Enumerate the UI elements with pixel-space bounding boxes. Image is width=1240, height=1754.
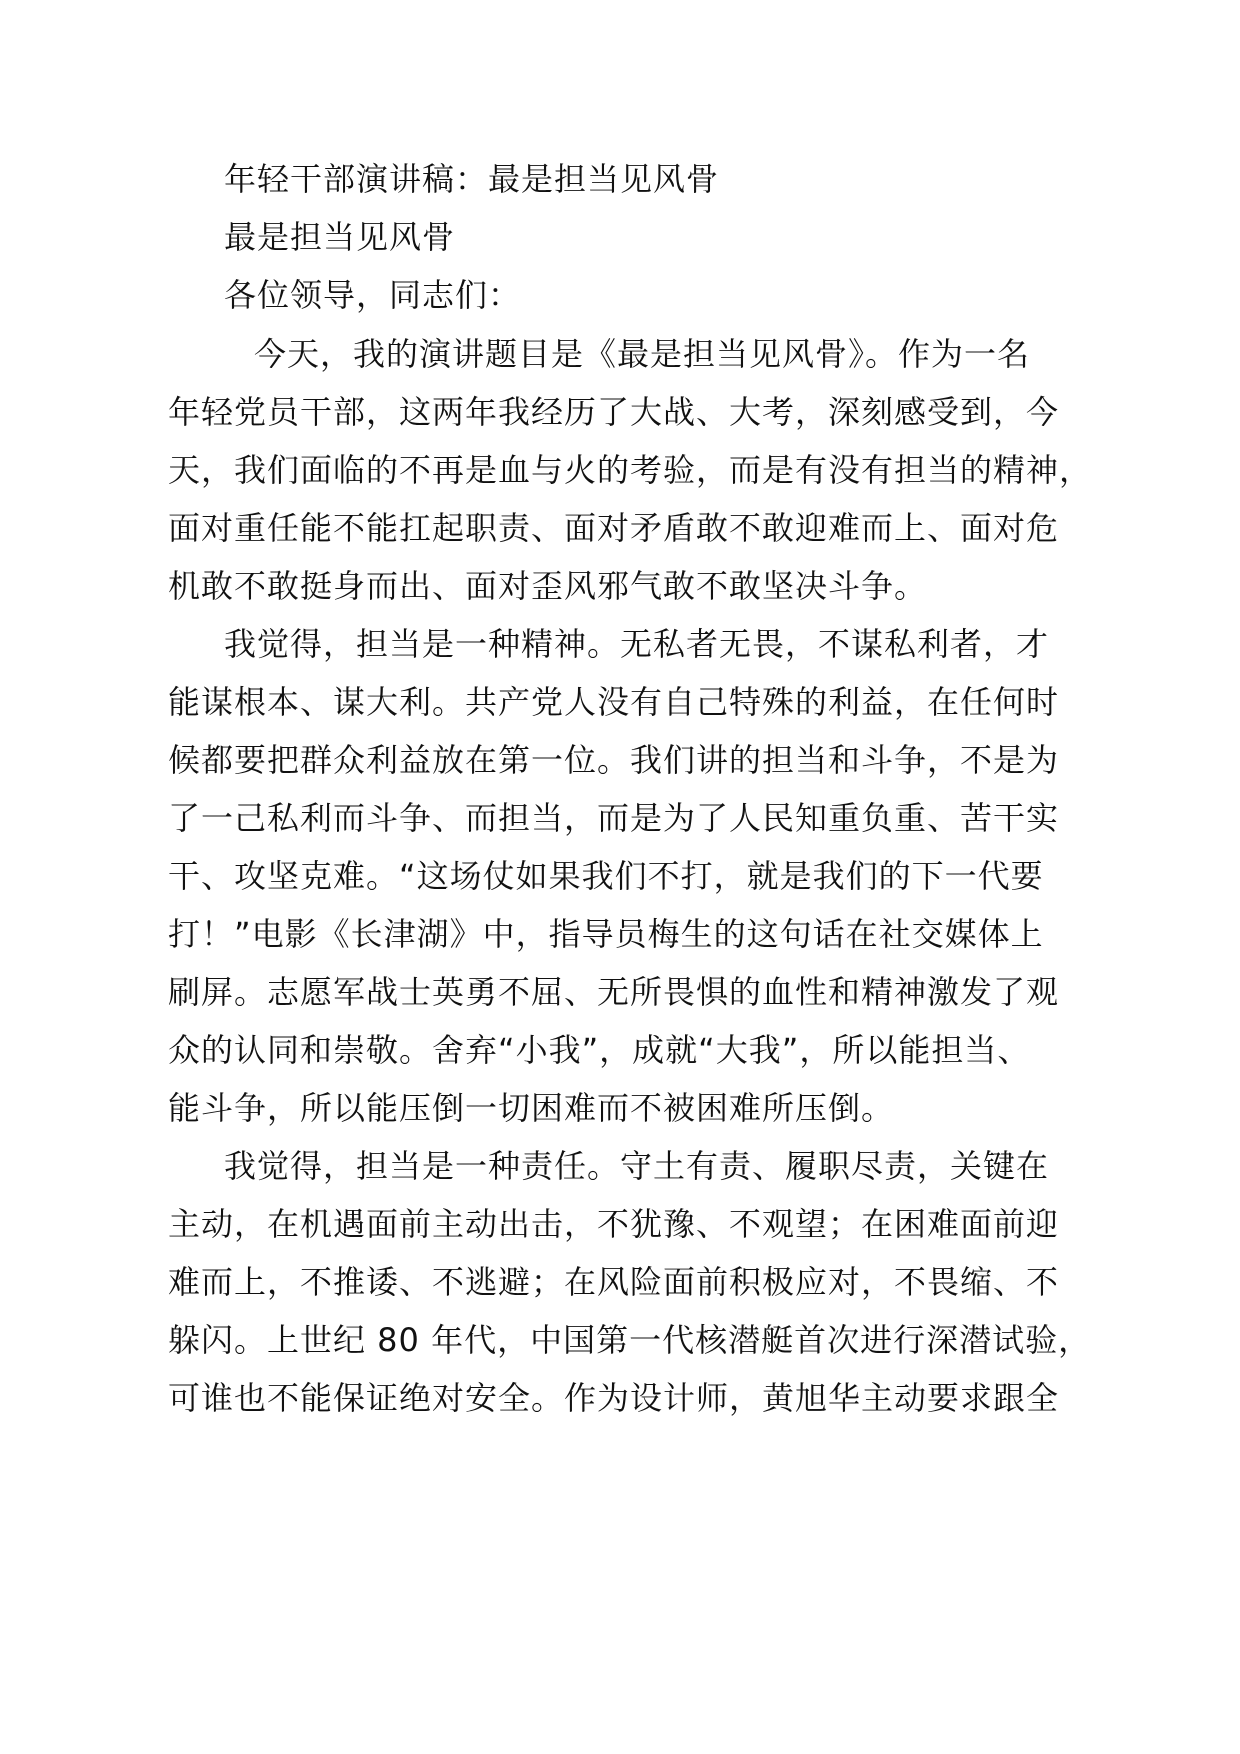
- paragraph-line: 候都要把群众利益放在第一位。我们讲的担当和斗争，不是为: [168, 741, 1060, 779]
- paragraph-line: 能谋根本、谋大利。共产党人没有自己特殊的利益，在任何时: [168, 683, 1060, 721]
- paragraph-line: 了一己私利而斗争、而担当，而是为了人民知重负重、苦干实: [168, 799, 1060, 837]
- paragraph-line: 能斗争，所以能压倒一切困难而不被困难所压倒。: [168, 1089, 895, 1127]
- paragraph-line: 主动，在机遇面前主动出击，不犹豫、不观望；在困难面前迎: [168, 1205, 1060, 1243]
- paragraph-line: 可谁也不能保证绝对安全。作为设计师，黄旭华主动要求跟全: [168, 1379, 1060, 1417]
- paragraph-line: 今天，我的演讲题目是《最是担当见风骨》。作为一名: [254, 335, 1031, 373]
- paragraph-line: 年轻党员干部，这两年我经历了大战、大考，深刻感受到，今: [168, 393, 1060, 431]
- paragraph-line: 众的认同和崇敬。舍弃“小我”，成就“大我”，所以能担当、: [168, 1031, 1031, 1069]
- paragraph-line: 我觉得，担当是一种精神。无私者无畏，不谋私利者，才: [224, 625, 1050, 663]
- paragraph-line: 我觉得，担当是一种责任。守土有责、履职尽责，关键在: [224, 1147, 1050, 1185]
- document-subtitle: 最是担当见风骨: [224, 218, 456, 256]
- paragraph-line: 打！”电影《长津湖》中，指导员梅生的这句话在社交媒体上: [168, 915, 1044, 953]
- paragraph-line: 刷屏。志愿军战士英勇不屈、无所畏惧的血性和精神激发了观: [168, 973, 1060, 1011]
- paragraph-line: 躲闪。上世纪 80 年代，中国第一代核潜艇首次进行深潜试验，: [168, 1321, 1092, 1359]
- paragraph-line: 机敢不敢挺身而出、面对歪风邪气敢不敢坚决斗争。: [168, 567, 928, 605]
- paragraph-line: 干、攻坚克难。“这场仗如果我们不打，就是我们的下一代要: [168, 857, 1044, 895]
- paragraph-line: 天，我们面临的不再是血与火的考验，而是有没有担当的精神，: [168, 451, 1093, 489]
- paragraph-line: 难而上，不推诿、不逃避；在风险面前积极应对，不畏缩、不: [168, 1263, 1060, 1301]
- salutation: 各位领导，同志们：: [224, 276, 522, 314]
- paragraph-line: 面对重任能不能扛起职责、面对矛盾敢不敢迎难而上、面对危: [168, 509, 1060, 547]
- document-title: 年轻干部演讲稿：最是担当见风骨: [224, 160, 720, 198]
